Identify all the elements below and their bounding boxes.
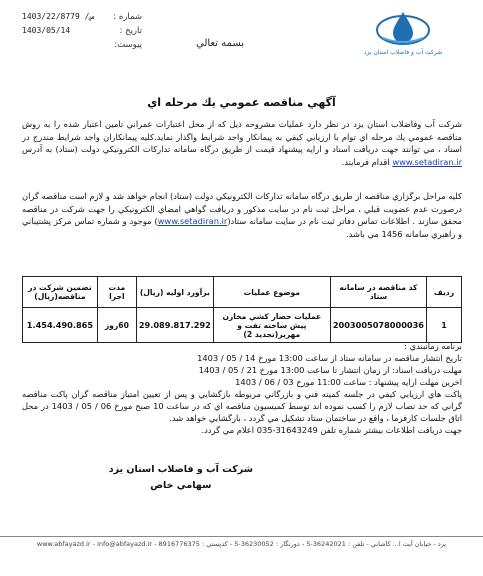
col-row-number: رديف	[427, 277, 462, 308]
page-footer: يزد - خيابان آيت ا... كاشاني - تلفن : 36242021-5 - دورنگار : 36230052-5 - كدپستي : 8916776375 - www.abfayazd.ir - info@abfayazd.ir	[0, 536, 483, 548]
col-duration: مدت اجرا	[97, 277, 136, 308]
signature-type: سهامي خاص	[150, 480, 212, 491]
col-estimate: برآورد اوليه (ريال)	[136, 277, 213, 308]
schedule-contact: جهت دريافت اطلاعات بيشتر شماره تلفن 31643249-035 اعلام مي گردد.	[201, 425, 462, 435]
cell-row-number: 1	[427, 308, 462, 343]
setad-link-1[interactable]: www.setadiran.ir	[392, 156, 462, 167]
cell-guarantee: 1.454.490.865	[23, 308, 98, 343]
schedule-opening-note: پاكت هاي ارزيابي كيفي در جلسه كميته فني و بازرگاني مربوطه بازگشايي و پس از تعيين امتياز مناقصه گران پاكت مناقصه گراني كه حد نصاب لازم را كسب نموده اند توسط كميسيون مناقصه اي كه در ساعت 10 صبح مورخ 06 / 05 / 1403 در محل اتاق جلسات كارفرما ، واقع در ساختمان ستاد تشكيل مي گردد ، بازگشايي خواهد شد.	[22, 389, 462, 423]
cell-duration: 60روز	[97, 308, 136, 343]
intro-text-1: شركت آب وفاضلاب استان يزد در نظر دارد عمليات مشروحه ذيل كه از محل اعتبارات عمراني تامين اعتبار شده را به روش مناقصه عمومي يك مرحله اي توام با ارزيابي كيفي به پيمانكار واجد شرايط واگذار نمايد.كليه پيمانكاران واجد شرايط مندرج در اسناد ، مي توانند جهت دريافت اسناد و ارايه پيشنهاد قيمت از طريق درگاه سامانه تداركات الكترونيكي دولت (ستاد) به آدرس	[22, 119, 462, 154]
col-guarantee: تضمين شركت در مناقصه(ريال)	[23, 277, 98, 308]
notice-title: آگهي مناقصه عمومي يك مرحله اي	[147, 96, 336, 109]
letter-number-label: شماره :	[113, 12, 142, 22]
logo-caption: شرکت آب و فاضلاب استان يزد	[363, 49, 443, 56]
schedule-section	[22, 340, 462, 436]
col-tender-code: كد مناقصه در سامانه ستاد	[330, 277, 426, 308]
table-header-row	[23, 277, 462, 308]
schedule-publish-date: تاريخ انتشار مناقصه در سامانه ستاد از ساعت 13:00 مورخ 14 / 05 / 1403	[197, 353, 462, 363]
intro-text-1-end: اقدام فرمايند.	[341, 156, 390, 167]
letter-attachment-label: پيوست:	[114, 40, 142, 50]
letter-date-value: 1403/05/14	[22, 26, 71, 35]
letter-date-row	[22, 24, 142, 38]
letter-date-label: تاريخ :	[119, 26, 142, 36]
table-row	[23, 308, 462, 343]
intro-text-2-end: ) موجود و شماره تماس مركز پشتيباني و راهبري سامانه 1456 مي باشد.	[22, 216, 462, 239]
bismillah-heading: بسمه تعالي	[196, 38, 245, 49]
cell-estimate: 29.089.817.292	[136, 308, 213, 343]
cell-tender-code: 2003005078000036	[330, 308, 426, 343]
col-subject: موضوع عمليات	[213, 277, 330, 308]
letter-meta	[22, 10, 142, 52]
letter-number-row	[22, 10, 142, 24]
schedule-docs-deadline: مهلت دريافت اسناد: از زمان انتشار تا ساعت 13:00 مورخ 21 / 05 / 1403	[198, 365, 462, 375]
water-drop-icon	[373, 8, 433, 48]
letter-attachment-row	[22, 38, 142, 52]
tender-table	[22, 276, 462, 343]
schedule-bid-deadline: اخرين مهلت ارايه پيشنهاد : ساعت 11:00 مورخ 03 / 06 / 1403	[235, 377, 462, 387]
signature-company: شركت آب و فاضلاب استان يزد	[108, 464, 253, 475]
company-logo	[343, 8, 463, 68]
intro-paragraph-2	[22, 190, 462, 240]
cell-subject: عمليات حصار كشي مخازن پيش ساخته تفت و مهريز(تجديد 2)	[213, 308, 330, 343]
intro-text-2: كليه مراحل برگزاري مناقصه از طريق درگاه سامانه تداركات الكترونيكي دولت (ستاد) انجام خواهد شد و لازم است مناقصه گران درصورت عدم عضويت قبلي ، مراحل ثبت نام در سايت مذكور و دريافت گواهي امضاي الكترونيكي را جهت شركت در مناقصه محقق سازند . اطلاعات تماس دفاتر ثبت نام در سايت سامانه ستاد(	[22, 191, 462, 226]
signature-block	[109, 462, 253, 494]
intro-paragraph-1	[22, 118, 462, 168]
schedule-heading: برنامه زمانبندي :	[404, 341, 462, 351]
letter-number-value: 1403/22/8779 /س	[22, 12, 95, 21]
setad-link-2[interactable]: www.setadiran.ir	[157, 216, 228, 226]
